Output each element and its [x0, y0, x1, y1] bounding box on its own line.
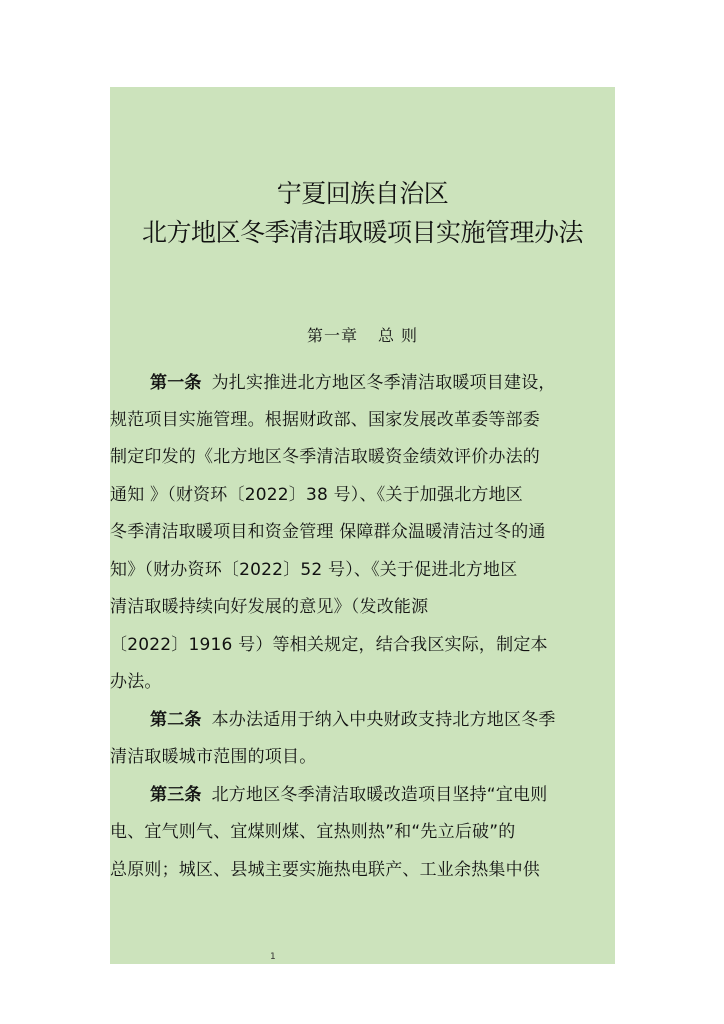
document-title-line1: 宁夏回族自治区 — [276, 179, 449, 208]
article-1-line-8: 〔2022〕1916 号）等相关规定，结合我区实际，制定本 — [110, 635, 548, 655]
article-1-label: 第一条 — [150, 373, 202, 393]
chapter-heading — [110, 323, 615, 346]
article-2-label: 第二条 — [150, 710, 202, 730]
article-1-line-3: 制定印发的《北方地区冬季清洁取暖资金绩效评价办法的 — [110, 447, 540, 467]
document-title-line2: 北方地区冬季清洁取暖项目实施管理办法 — [141, 218, 583, 247]
article-2-line-1 — [150, 708, 615, 732]
article-3-line-1 — [150, 783, 615, 807]
document-page — [110, 87, 615, 964]
article-1-line-9: 办法。 — [110, 672, 162, 692]
article-3-line-2: 电、宜气则气、宜煤则煤、宜热则热”和“先立后破”的 — [110, 822, 516, 842]
article-3-line-3: 总原则；城区、县城主要实施热电联产、工业余热集中供 — [110, 860, 540, 880]
article-1-line-1 — [150, 371, 615, 395]
article-3-label: 第三条 — [150, 785, 202, 805]
article-text: 北方地区冬季清洁取暖改造项目坚持“宜电则 — [211, 785, 548, 805]
page-number: 1 — [270, 952, 276, 962]
article-1-line-6: 知》（财办资环〔2022〕52 号）、《关于促进北方地区 — [110, 560, 518, 580]
article-text: 为扎实推进北方地区冬季清洁取暖项目建设， — [211, 373, 556, 393]
article-1-line-7: 清洁取暖持续向好发展的意见》（发改能源 — [110, 597, 429, 617]
chapter-name: 总 则 — [377, 326, 419, 345]
article-1-line-5: 冬季清洁取暖项目和资金管理 保障群众温暖清洁过冬的通 — [110, 522, 546, 542]
article-1-line-2: 规范项目实施管理。根据财政部、国家发展改革委等部委 — [110, 410, 540, 430]
article-text: 本办法适用于纳入中央财政支持北方地区冬季 — [211, 710, 556, 730]
article-1-line-4: 通知 》（财资环〔2022〕38 号）、《关于加强北方地区 — [110, 485, 524, 505]
chapter-label: 第一章 — [306, 326, 358, 345]
article-2-line-2: 清洁取暖城市范围的项目。 — [110, 747, 317, 767]
